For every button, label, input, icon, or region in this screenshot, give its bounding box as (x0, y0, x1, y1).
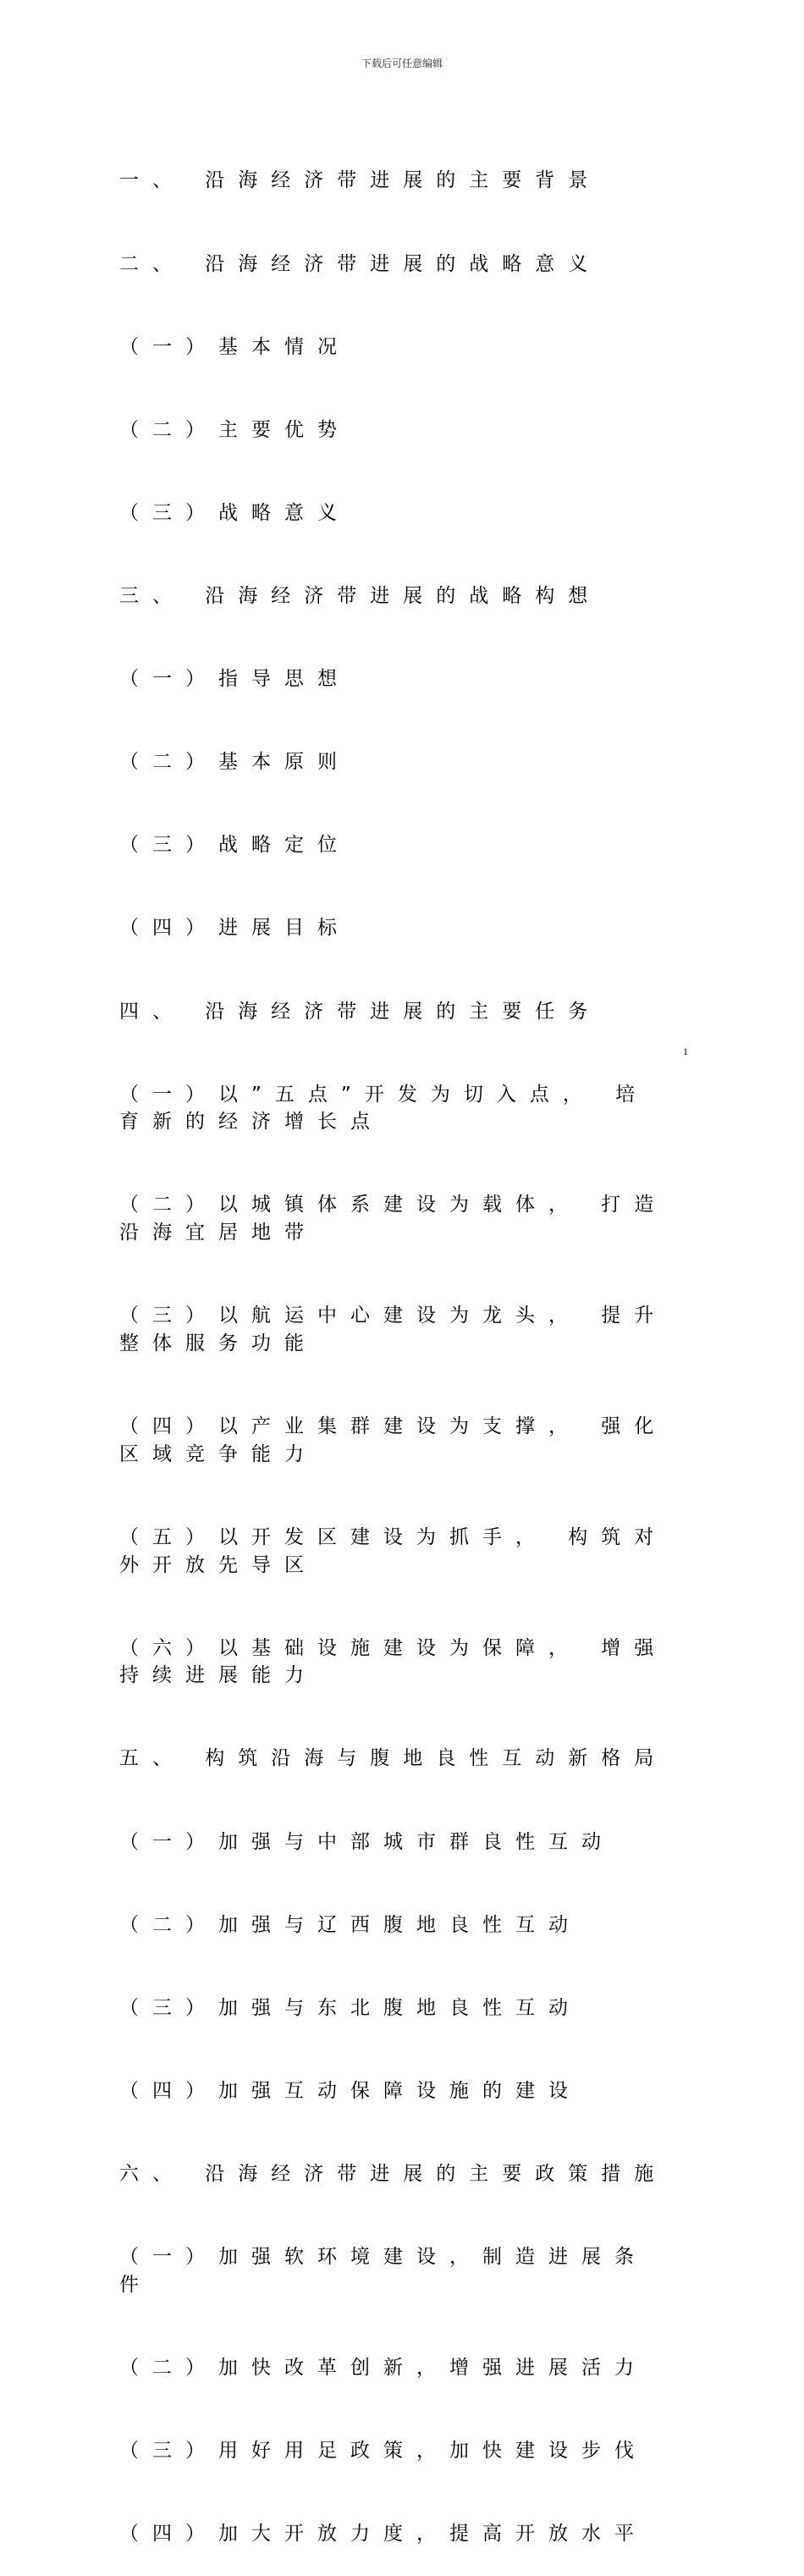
toc-line: （三）以航运中心建设为龙头， 提升整体服务功能 (119, 1305, 668, 1354)
toc-line: （一）加强与中部城市群良性互动 (119, 1830, 614, 1853)
toc-line: （四）加强互动保障设施的建设 (119, 2079, 581, 2102)
toc-line: （四）进展目标 (119, 917, 350, 940)
toc-line: 五、 构筑沿海与腹地良性互动新格局 (119, 1747, 668, 1770)
toc-line: （二）加强与辽西腹地良性互动 (119, 1913, 581, 1936)
toc-line: （一）以”五点”开发为切入点， 培育新的经济增长点 (119, 1083, 649, 1134)
toc-line: （四）加大开放力度，提高开放水平 (119, 2523, 647, 2546)
toc-line: （三）战略意义 (119, 501, 350, 524)
toc-line: 一、 沿海经济带进展的主要背景 (119, 169, 602, 192)
toc-line: （三）加强与东北腹地良性互动 (119, 1996, 581, 2019)
toc-line: （二）加快改革创新，增强进展活力 (119, 2356, 647, 2379)
toc-line: 六、 沿海经济带进展的主要政策措施 (119, 2163, 668, 2186)
toc-line: （三）战略定位 (119, 834, 350, 857)
toc-line: （六）以基础设施建设为保障， 增强持续进展能力 (119, 1636, 668, 1687)
toc-line: （五）以开发区建设为抓手， 构筑对外开放先导区 (119, 1525, 668, 1576)
table-of-contents (119, 112, 678, 2576)
toc-line: （一）基本情况 (119, 335, 350, 358)
toc-line: 四、 沿海经济带进展的主要任务 (119, 1000, 602, 1023)
toc-line: （二）基本原则 (119, 751, 350, 774)
page-number: 1 (683, 1045, 688, 1057)
toc-line: （二）主要优势 (119, 418, 350, 441)
toc-line: （一）指导思想 (119, 668, 350, 691)
toc-line: （二）以城镇体系建设为载体， 打造沿海宜居地带 (119, 1194, 668, 1244)
toc-line: 三、 沿海经济带进展的战略构想 (119, 584, 602, 607)
toc-line: （四）以产业集群建设为支撑， 强化区域竞争能力 (119, 1415, 668, 1465)
header-note: 下载后可任意编辑 (361, 58, 443, 69)
toc-line: 二、 沿海经济带进展的战略意义 (119, 252, 602, 275)
toc-line: （三）用好用足政策，加快建设步伐 (119, 2440, 647, 2463)
toc-line: （一）加强软环境建设，制造进展条件 (119, 2246, 647, 2296)
